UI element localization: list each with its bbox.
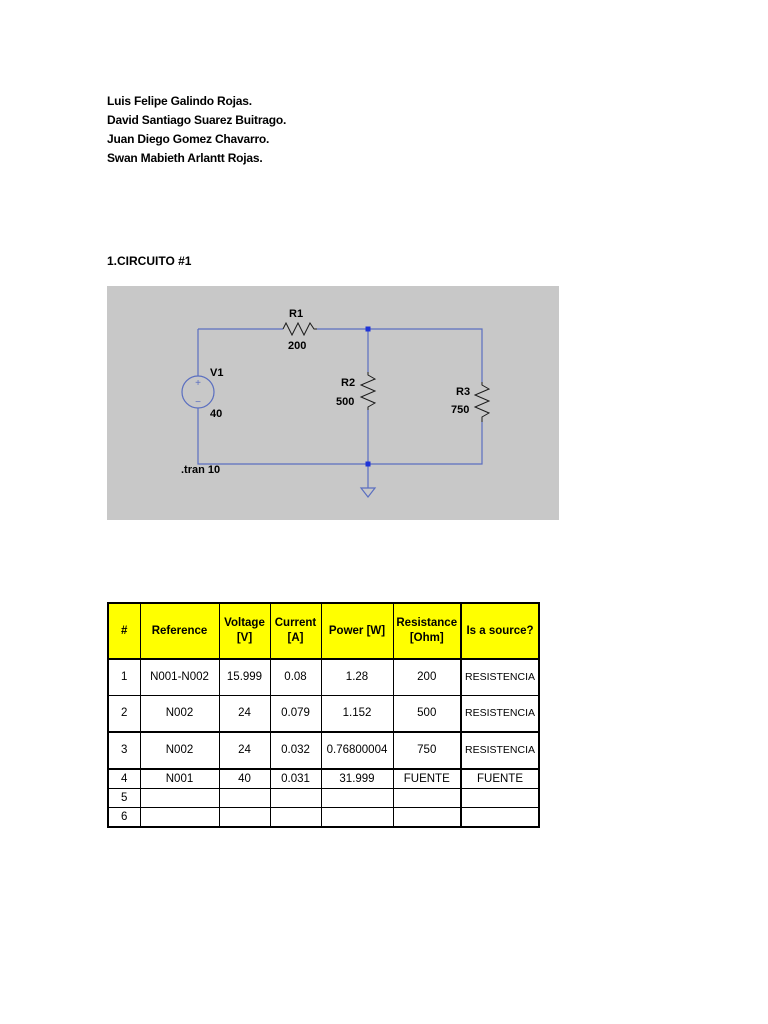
table-cell xyxy=(140,789,219,808)
table-cell: 24 xyxy=(219,732,270,769)
table-cell xyxy=(461,808,539,828)
table-cell: 5 xyxy=(108,789,140,808)
node-dot-bottom xyxy=(366,462,371,467)
table-cell xyxy=(270,789,321,808)
table-row xyxy=(108,696,539,733)
table-header-row xyxy=(108,603,539,659)
results-table xyxy=(107,602,540,828)
column-header: Resistance [Ohm] xyxy=(393,603,461,659)
node-dot-top xyxy=(366,327,371,332)
table-cell: 0.032 xyxy=(270,732,321,769)
table-cell: RESISTENCIA xyxy=(461,696,539,733)
table-cell xyxy=(219,789,270,808)
column-header: # xyxy=(108,603,140,659)
author-name: Swan Mabieth Arlantt Rojas. xyxy=(107,151,263,165)
author-list xyxy=(107,92,286,168)
table-cell: 1.152 xyxy=(321,696,393,733)
table-cell xyxy=(140,808,219,828)
table-cell: 200 xyxy=(393,659,461,696)
column-header: Current [A] xyxy=(270,603,321,659)
table-row xyxy=(108,789,539,808)
r2-resistor-symbol xyxy=(361,372,375,410)
column-header: Power [W] xyxy=(321,603,393,659)
table-cell: 6 xyxy=(108,808,140,828)
table-cell: 0.031 xyxy=(270,769,321,789)
r3-name-label: R3 xyxy=(456,386,471,398)
circuit-schematic xyxy=(107,286,559,520)
table-cell: 24 xyxy=(219,696,270,733)
r1-resistor-symbol xyxy=(283,323,317,335)
v1-value-label: 40 xyxy=(210,408,223,420)
table-cell: N001-N002 xyxy=(140,659,219,696)
table-row xyxy=(108,659,539,696)
table-cell: 3 xyxy=(108,732,140,769)
column-header: Reference xyxy=(140,603,219,659)
column-header: Voltage [V] xyxy=(219,603,270,659)
author-name: Luis Felipe Galindo Rojas. xyxy=(107,94,252,108)
table-cell xyxy=(270,808,321,828)
r2-name-label: R2 xyxy=(341,377,356,389)
table-cell: 0.08 xyxy=(270,659,321,696)
table-cell: RESISTENCIA xyxy=(461,732,539,769)
table-cell xyxy=(393,808,461,828)
table-cell xyxy=(461,789,539,808)
circuit-wires xyxy=(198,329,482,488)
section-title: 1.CIRCUITO #1 xyxy=(107,254,192,268)
table-cell: 31.999 xyxy=(321,769,393,789)
table-cell: 1.28 xyxy=(321,659,393,696)
table-cell: 15.999 xyxy=(219,659,270,696)
table-cell: FUENTE xyxy=(461,769,539,789)
table-row xyxy=(108,732,539,769)
table-cell: 0.079 xyxy=(270,696,321,733)
table-cell: 0.76800004 xyxy=(321,732,393,769)
table-cell: 500 xyxy=(393,696,461,733)
table-cell: N001 xyxy=(140,769,219,789)
table-cell: RESISTENCIA xyxy=(461,659,539,696)
table-cell xyxy=(219,808,270,828)
author-name: Juan Diego Gomez Chavarro. xyxy=(107,132,270,146)
table-cell xyxy=(321,789,393,808)
tran-directive: .tran 10 xyxy=(181,464,221,476)
source-plus-sign: + xyxy=(195,378,201,389)
r3-resistor-symbol xyxy=(475,382,489,422)
table-cell: 40 xyxy=(219,769,270,789)
table-cell: 2 xyxy=(108,696,140,733)
table-cell: FUENTE xyxy=(393,769,461,789)
column-header: Is a source? xyxy=(461,603,539,659)
r1-value-label: 200 xyxy=(288,340,307,352)
r1-name-label: R1 xyxy=(289,308,304,320)
table-cell: 750 xyxy=(393,732,461,769)
table-cell xyxy=(393,789,461,808)
table-cell xyxy=(321,808,393,828)
r3-value-label: 750 xyxy=(451,404,470,416)
table-row xyxy=(108,769,539,789)
wire-bottom xyxy=(198,408,482,464)
table-cell: N002 xyxy=(140,732,219,769)
table-cell: 1 xyxy=(108,659,140,696)
table-cell: N002 xyxy=(140,696,219,733)
r2-value-label: 500 xyxy=(336,396,355,408)
wire-top-right xyxy=(317,329,482,382)
ground-icon xyxy=(361,488,375,497)
source-minus-sign: − xyxy=(195,397,201,408)
author-name: David Santiago Suarez Buitrago. xyxy=(107,113,287,127)
table-row xyxy=(108,808,539,828)
v1-name-label: V1 xyxy=(210,367,224,379)
table-cell: 4 xyxy=(108,769,140,789)
